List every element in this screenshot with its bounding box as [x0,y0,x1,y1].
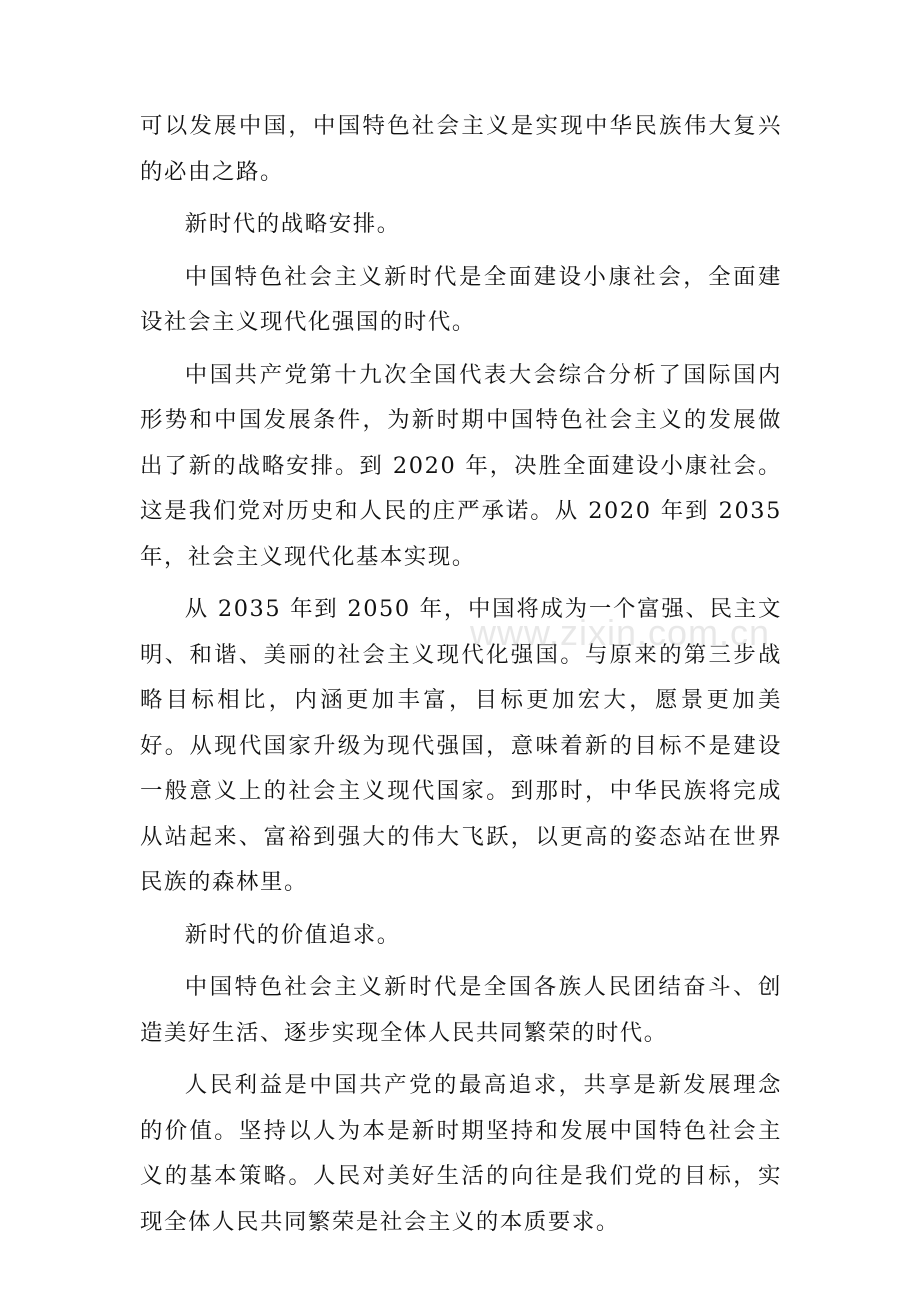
paragraph-8: 人民利益是中国共产党的最高追求，共享是新发展理念的价值。坚持以人为本是新时期坚持和发展中国特色社会主义的基本策略。人民对美好生活的向往是我们党的目标，实现全体人民共同繁荣是社会主义的本质要求。 [140,1072,782,1235]
paragraph-6: 新时代的价值追求。 [184,921,401,948]
paragraph-5: 从 2035 年到 2050 年，中国将成为一个富强、民主文明、和谐、美丽的社会主义现代化强国。与原来的第三步战略目标相比，内涵更加丰富，目标更加宏大，愿景更加美好。从现代国家升级为现代强国，意味着新的目标不是建设一般意义上的社会主义现代国家。到那时，中华民族将完成从站起来、富裕到强大的伟大飞跃，以更高的姿态站在世界民族的森林里。 [140,596,782,895]
document-body [140,104,782,1252]
paragraph-4: 中国共产党第十九次全国代表大会综合分析了国际国内形势和中国发展条件，为新时期中国特色社会主义的发展做出了新的战略安排。到 2020 年，决胜全面建设小康社会。这是我们党对历史和人民的庄严承诺。从 2020 年到 2035 年，社会主义现代化基本实现。 [140,361,782,570]
paragraph-1: 可以发展中国，中国特色社会主义是实现中华民族伟大复兴的必由之路。 [140,113,782,185]
paragraph-3: 中国特色社会主义新时代是全面建设小康社会，全面建设社会主义现代化强国的时代。 [140,263,782,335]
paragraph-7: 中国特色社会主义新时代是全国各族人民团结奋斗、创造美好生活、逐步实现全体人民共同繁荣的时代。 [140,974,782,1046]
paragraph-2: 新时代的战略安排。 [184,211,401,237]
watermark: www.zixin.com.cn [470,612,771,653]
